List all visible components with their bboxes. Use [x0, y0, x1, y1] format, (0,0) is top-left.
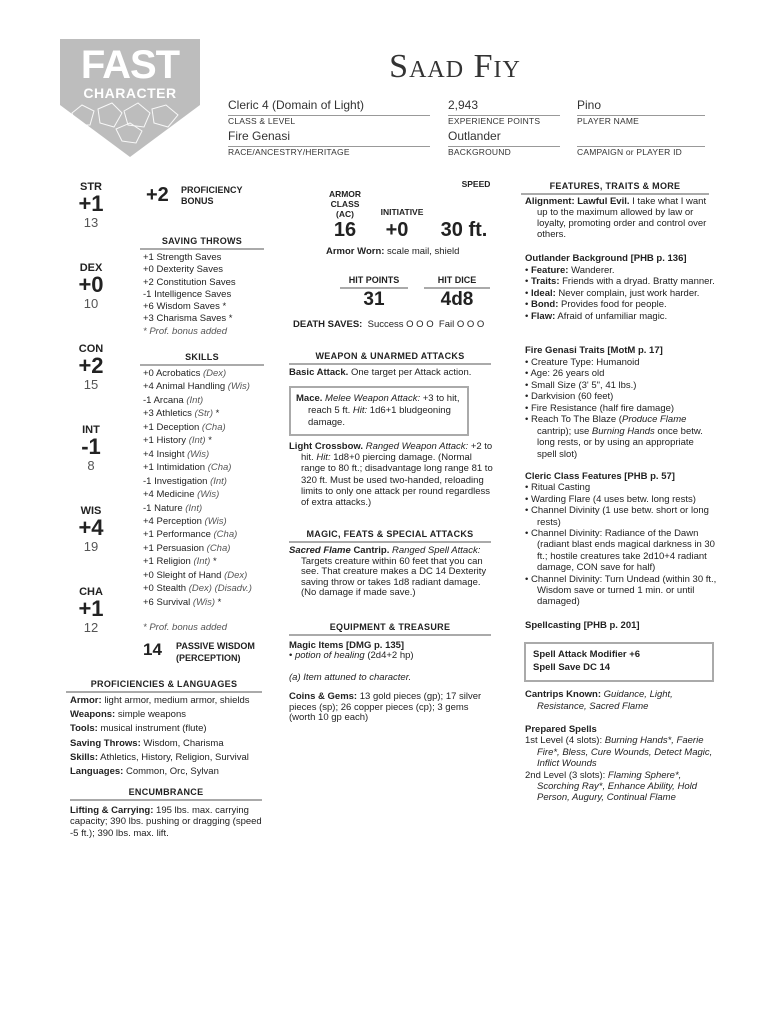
bg-item-key: Feature: — [530, 264, 569, 276]
skill-star: * — [212, 556, 217, 568]
ability-score: 13 — [83, 215, 99, 230]
save-item: +1 Strength Saves — [143, 252, 222, 263]
skill-name: Survival — [156, 596, 191, 608]
skill-ability: (Dex) — [202, 368, 227, 379]
hit-dice-label: HIT DICE — [437, 275, 477, 285]
class-item-text: Ritual Casting — [530, 482, 591, 494]
skill-mod: +0 — [143, 583, 154, 595]
logo-fast: FAST — [80, 43, 180, 87]
proficiency-row — [70, 737, 250, 751]
skill-star: * — [215, 408, 220, 420]
save-item: +2 Constitution Saves — [143, 276, 236, 288]
crossbow-attack — [289, 441, 493, 508]
armor-worn-key: Armor Worn: — [326, 246, 385, 257]
skill-name: History — [156, 435, 187, 447]
encumbrance-key: Lifting & Carrying: — [70, 805, 154, 816]
crossbow-damage: 1d8+0 piercing damage. (Normal range to 80 ft.; disadvantage long range 81 to 320 ft. Must be used two-handed, reloading limits to only one attack per round regardless of extra attacks.) — [301, 452, 493, 509]
skill-name: Religion — [156, 556, 191, 568]
background-value: Outlander — [448, 129, 501, 143]
skill-ability: (Wis) — [197, 489, 220, 501]
skill-mod: -1 — [143, 475, 152, 487]
skill-ability: (Str) — [194, 408, 213, 420]
proficiency-value: light armor, medium armor, shields — [104, 695, 250, 706]
skill-name: Stealth — [156, 583, 187, 595]
skill-mod: +4 — [143, 515, 154, 527]
class-features — [525, 471, 717, 608]
encumbrance-value: 195 lbs. max. carrying capacity; 390 lbs. pushing or dragging (speed -5 ft.); 390 lbs. max. lift. — [70, 805, 262, 839]
skill-mod: +1 — [143, 542, 154, 554]
race-item-text: Age: 26 years old — [530, 368, 605, 379]
bg-item-value: Friends with a dryad. Bratty manner. — [562, 276, 715, 287]
class-item: • Warding Flare (4 uses betw. long rests) — [525, 493, 696, 505]
skill-ability: (Wis) — [187, 448, 210, 460]
xp-value: 2,943 — [448, 98, 479, 112]
passive-label-line2: (PERCEPTION) — [176, 652, 241, 663]
bg-item-key: Traits: — [530, 276, 560, 287]
skill-name: Persuasion — [156, 542, 205, 554]
ability-mod: +0 — [78, 272, 104, 297]
proficiency-key: Skills: — [70, 751, 98, 763]
ability-mod: +1 — [78, 596, 104, 621]
bg-item: • Feature: Wanderer. — [525, 264, 615, 276]
skill-row — [143, 421, 252, 434]
speed-value: 30 ft. — [440, 219, 488, 241]
ability-name: STR — [80, 181, 102, 193]
skill-ability: (Wis) — [227, 381, 250, 393]
initiative-value: +0 — [385, 219, 409, 241]
ability-str — [66, 181, 116, 230]
skill-ability: (Cha) — [206, 542, 231, 554]
proficiency-value: simple weapons — [117, 709, 186, 721]
skill-name: Investigation — [154, 475, 208, 487]
skill-mod: +1 — [143, 421, 154, 433]
bg-item-key: Flaw: — [530, 310, 556, 322]
skill-ability: (Cha) — [201, 421, 226, 433]
class-level-value: Cleric 4 (Domain of Light) — [228, 98, 365, 112]
skill-name: Nature — [154, 502, 183, 514]
bg-item: • Flaw: Afraid of unfamiliar magic. — [525, 310, 668, 322]
save-item: +0 Dexterity Saves — [143, 264, 223, 276]
player-value: Pino — [577, 98, 602, 112]
features-title: FEATURES, TRAITS & MORE — [521, 181, 709, 195]
bg-item: • Ideal: Never complain, just work harder. — [525, 287, 700, 299]
magic-items-title: Magic Items [DMG p. 135] — [289, 640, 405, 651]
proficiency-key: Weapons: — [70, 709, 116, 721]
bg-item-value: Never complain, just work harder. — [558, 287, 700, 299]
armor-class-label: ARMOR CLASS (AC) — [328, 189, 362, 219]
death-success-circles[interactable]: O O O — [406, 319, 434, 330]
skill-name: Arcana — [153, 394, 184, 406]
skill-mod: +1 — [143, 556, 154, 568]
skill-ability: (Wis) — [204, 515, 227, 527]
ability-con — [66, 343, 116, 392]
spell-save-dc: Spell Save DC 14 — [533, 662, 611, 673]
race-item: • Age: 26 years old — [525, 368, 605, 379]
hit-dice-value: 4d8 — [440, 289, 474, 310]
mace-name: Mace. — [296, 393, 323, 404]
prepared-spells-title: Prepared Spells — [525, 724, 597, 735]
reach-text-a: Reach To The Blaze ( — [530, 414, 622, 425]
ability-score: 15 — [83, 377, 99, 392]
background-label: BACKGROUND — [448, 147, 511, 157]
skill-name: Athletics — [155, 408, 192, 420]
save-item: +3 Charisma Saves * — [143, 313, 233, 325]
encumbrance-title: ENCUMBRANCE — [70, 787, 262, 801]
speed-label: SPEED — [461, 179, 491, 189]
race-item: • Small Size (3' 5", 41 lbs.) — [525, 379, 637, 391]
basic-attack-value: One target per Attack action. — [350, 367, 472, 378]
skill-ability: (Dex) (Disadv.) — [188, 583, 252, 595]
cantrips-value: Guidance, Light, Resistance, Sacred Flame — [537, 689, 673, 712]
proficiency-bonus-value: +2 — [146, 184, 169, 206]
skill-star: * — [208, 435, 212, 447]
proficiency-value: musical instrument (flute) — [100, 723, 207, 735]
race-item-text: Creature Type: Humanoid — [530, 356, 640, 368]
skill-row — [143, 488, 252, 501]
skill-name: Intimidation — [156, 462, 206, 474]
skill-mod: +1 — [143, 529, 154, 541]
skill-name: Perception — [156, 515, 202, 527]
skill-mod: -1 — [143, 394, 152, 406]
class-features-title: Cleric Class Features [PHB p. 57] — [525, 471, 675, 482]
skill-mod: +1 — [143, 435, 154, 447]
race-item-text: Small Size (3' 5", 41 lbs.) — [530, 379, 637, 391]
skill-row — [143, 367, 252, 380]
reach-text-d: Burning Hands — [591, 425, 655, 437]
saving-throws-list — [143, 252, 236, 338]
skill-mod: +3 — [143, 408, 154, 420]
attacks-title: WEAPON & UNARMED ATTACKS — [289, 351, 491, 365]
proficiency-key: Saving Throws: — [70, 737, 141, 749]
ability-dex — [66, 262, 116, 311]
skill-row — [143, 528, 252, 541]
skill-row — [143, 502, 252, 515]
proficiency-value: Common, Orc, Sylvan — [125, 766, 219, 778]
skill-row — [143, 434, 252, 447]
proficiency-row — [70, 751, 250, 765]
prepared-spells — [525, 724, 715, 804]
proficiency-row — [70, 708, 250, 722]
skill-name: Performance — [156, 529, 211, 541]
skill-ability: (Dex) — [224, 569, 248, 581]
skill-ability: (Int) — [188, 435, 206, 447]
skill-mod: +6 — [143, 596, 154, 608]
class-item-text: Channel Divinity: Radiance of the Dawn (radiant blast ends magical darkness in 30 ft.; hostile creatures take 2d10+4 radiant damage, CON save for half) — [530, 528, 715, 574]
ability-mod: -1 — [81, 434, 101, 459]
equipment-title: EQUIPMENT & TREASURE — [289, 622, 491, 636]
magic-items-list: • potion of healing (2d4+2 hp) — [289, 650, 414, 661]
ability-wis — [66, 505, 116, 554]
save-note: * Prof. bonus added — [143, 325, 227, 337]
basic-attack — [289, 367, 471, 378]
attuned-note: (a) Item attuned to character. — [289, 672, 412, 683]
ability-name: INT — [82, 424, 100, 436]
crossbow-type: Ranged Weapon Attack: — [365, 441, 469, 452]
skill-ability: (Cha) — [213, 529, 238, 541]
skills-note: * Prof. bonus added — [143, 622, 227, 633]
proficiency-row — [70, 694, 250, 708]
skill-ability: (Int) — [193, 556, 211, 568]
skill-ability: (Int) — [186, 394, 204, 406]
proficiency-value: Wisdom, Charisma — [143, 737, 224, 749]
mace-attack — [296, 393, 466, 429]
spellcasting-title: Spellcasting [PHB p. 201] — [525, 620, 640, 631]
proficiency-bonus-label — [181, 185, 243, 207]
hit-points-label: HIT POINTS — [348, 275, 400, 285]
spell-level-2 — [525, 770, 715, 804]
skill-ability: (Int) — [210, 475, 227, 487]
race-item-text: Fire Resistance (half fire damage) — [530, 402, 675, 414]
skill-mod: +1 — [143, 462, 154, 474]
class-item-text: Channel Divinity (1 use betw. short or long rests) — [530, 505, 709, 528]
skill-ability: (Wis) — [192, 596, 215, 608]
passive-wisdom-label — [176, 641, 255, 664]
death-saves — [293, 319, 484, 330]
skill-row — [143, 582, 252, 595]
proficiency-value: Athletics, History, Religion, Survival — [100, 751, 249, 763]
initiative-label: INITIATIVE — [380, 207, 424, 217]
sacred-flame-desc: Targets creature within 60 feet that you can see. That creature makes a DC 14 Dexterity saving throw or takes 1d8 radiant damage. (No damage if made save.) — [301, 555, 487, 598]
proficiencies-title: PROFICIENCIES & LANGUAGES — [66, 679, 262, 693]
cantrips-known — [525, 689, 705, 712]
hit-points-value: 31 — [363, 289, 385, 310]
campaign-label: CAMPAIGN or PLAYER ID — [577, 147, 682, 157]
proficiency-label-line1: PROFICIENCY — [181, 185, 243, 195]
skill-row — [143, 542, 252, 555]
skill-row — [143, 569, 252, 582]
skill-row — [143, 515, 252, 528]
ability-mod: +1 — [78, 191, 104, 216]
bg-item-value: Provides food for people. — [561, 299, 667, 310]
skill-row — [143, 475, 252, 488]
ability-score: 12 — [83, 620, 99, 635]
spell-level-1-key: 1st Level (4 slots): — [525, 735, 603, 747]
alignment-key: Alignment: Lawful Evil. — [525, 196, 630, 207]
proficiency-key: Languages: — [70, 766, 124, 778]
ability-score: 8 — [87, 458, 95, 473]
passive-label-line1: PASSIVE WISDOM — [176, 641, 255, 651]
ability-int — [66, 424, 116, 473]
spell-level-1 — [525, 735, 715, 769]
sacred-flame-name: Sacred Flame — [289, 545, 351, 556]
skill-mod: -1 — [143, 502, 152, 514]
magic-item-name: potion of healing — [294, 650, 365, 661]
sacred-flame-kind: Cantrip. — [353, 545, 390, 556]
class-item: • Ritual Casting — [525, 482, 591, 494]
class-item: • Channel Divinity: Radiance of the Dawn (radiant blast ends magical darkness in 30 ft.; hostile creatures take 2d10+4 radiant damage, CON save for half) — [525, 528, 715, 574]
ability-name: CHA — [79, 586, 103, 598]
bg-item: • Traits: Friends with a dryad. Bratty manner. — [525, 276, 715, 287]
fast-character-logo — [60, 39, 200, 157]
proficiency-label-line2: BONUS — [181, 196, 214, 206]
ability-name: CON — [78, 343, 104, 355]
skill-row — [143, 596, 252, 609]
reach-text-b: Produce Flame — [621, 414, 687, 425]
spell-attack-modifier: Spell Attack Modifier +6 — [533, 649, 641, 660]
xp-label: EXPERIENCE POINTS — [448, 116, 541, 126]
bg-item-key: Bond: — [530, 299, 559, 310]
proficiency-key: Armor: — [70, 695, 102, 706]
proficiency-row — [70, 765, 250, 779]
bg-item-value: Afraid of unfamiliar magic. — [557, 310, 668, 322]
skill-name: Sleight of Hand — [156, 569, 222, 581]
skill-row — [143, 461, 252, 474]
alignment-value: I take what I want up to the maximum allowed by law or loyalty, promoting order and control over others. — [537, 196, 707, 240]
mace-damage: 1d6+1 bludgeoning damage. — [308, 405, 451, 428]
basic-attack-key: Basic Attack. — [289, 367, 349, 378]
skill-mod: +0 — [143, 368, 154, 379]
background-features-title: Outlander Background [PHB p. 136] — [525, 253, 687, 264]
race-item: • Reach To The Blaze (Produce Flame cantrip); use Burning Hands once betw. long rests, or by using an appropriate spell slot) — [525, 414, 703, 460]
class-level-label: CLASS & LEVEL — [228, 116, 296, 126]
armor-worn-value: scale mail, shield — [387, 246, 460, 257]
bg-item-key: Ideal: — [530, 287, 556, 299]
sacred-flame-type: Ranged Spell Attack: — [391, 545, 481, 556]
race-value: Fire Genasi — [228, 129, 291, 143]
skill-row — [143, 394, 252, 407]
class-item-text: Warding Flare (4 uses betw. long rests) — [530, 493, 696, 505]
coins-gems — [289, 692, 495, 724]
skill-star: * — [217, 596, 222, 608]
ability-name: DEX — [79, 262, 103, 274]
death-success-label: Success — [367, 319, 404, 330]
background-features — [525, 253, 715, 322]
ability-score: 10 — [83, 296, 99, 311]
skill-row — [143, 407, 252, 420]
coins-value: 13 gold pieces (gp); 17 silver pieces (sp); 26 copper pieces (cp); 3 gems (worth 10 gp each) — [289, 691, 482, 723]
encumbrance-text — [70, 805, 265, 839]
skill-name: Insight — [156, 448, 185, 460]
skill-row — [143, 448, 252, 461]
race-item: • Darkvision (60 feet) — [525, 391, 614, 402]
crossbow-name: Light Crossbow. — [289, 441, 364, 452]
spell-level-2-key: 2nd Level (3 slots): — [525, 769, 606, 781]
save-item: +6 Wisdom Saves * — [143, 301, 227, 313]
skill-mod: +4 — [143, 381, 154, 393]
skill-mod: +0 — [143, 569, 154, 581]
armor-worn — [326, 246, 459, 257]
crossbow-hit-label: Hit: — [316, 452, 331, 464]
alignment — [525, 196, 713, 240]
class-item-text: Channel Divinity: Turn Undead (within 30 ft., Wisdom save or turned 1 min. or until damaged) — [530, 573, 717, 608]
skills-title: SKILLS — [140, 352, 264, 366]
crossbow-tohit: +2 to hit. — [301, 441, 493, 464]
skill-row — [143, 380, 252, 393]
armor-class-value: 16 — [333, 219, 357, 241]
reach-text-c: cantrip); use — [537, 425, 590, 437]
sacred-flame — [289, 546, 493, 599]
skill-row — [143, 555, 252, 568]
proficiency-key: Tools: — [70, 723, 98, 735]
mace-type: Melee Weapon Attack: — [325, 393, 421, 404]
skill-name: Deception — [156, 421, 200, 433]
proficiency-row — [70, 722, 250, 736]
skill-mod: +4 — [143, 448, 154, 460]
class-item: • Channel Divinity (1 use betw. short or long rests) — [525, 505, 709, 528]
ability-name: WIS — [80, 505, 102, 517]
death-saves-label: DEATH SAVES: — [293, 319, 363, 330]
saving-throws-title: SAVING THROWS — [140, 236, 264, 250]
skill-name: Acrobatics — [155, 368, 201, 379]
skill-ability: (Int) — [185, 502, 203, 514]
bg-item-value: Wanderer. — [571, 264, 615, 276]
ability-mod: +2 — [78, 353, 104, 378]
ability-score: 19 — [83, 539, 99, 554]
skill-name: Medicine — [156, 489, 195, 501]
ability-mod: +4 — [78, 515, 104, 540]
death-fail-circles[interactable]: O O O — [456, 319, 485, 330]
bg-item: • Bond: Provides food for people. — [525, 299, 667, 310]
ability-cha — [66, 586, 116, 635]
magic-title: MAGIC, FEATS & SPECIAL ATTACKS — [289, 529, 491, 543]
class-item: • Channel Divinity: Turn Undead (within 30 ft., Wisdom save or turned 1 min. or until damaged) — [525, 573, 717, 608]
proficiencies-list — [70, 694, 250, 779]
logo-character: CHARACTER — [83, 85, 177, 101]
death-fail-label: Fail — [438, 319, 455, 330]
skill-mod: +4 — [143, 489, 154, 501]
race-features — [525, 345, 715, 460]
race-item: • Creature Type: Humanoid — [525, 356, 640, 368]
spell-level-1-value: Burning Hands*, Faerie Fire*, Bless, Cure Wounds, Detect Magic, Inflict Wounds — [537, 735, 713, 770]
reach-text-e: once betw. long rests, or by using an appropriate spell slot) — [537, 425, 703, 460]
save-item: -1 Intelligence Saves — [143, 288, 232, 300]
skills-list — [143, 367, 252, 609]
skill-name: Animal Handling — [155, 381, 226, 393]
player-label: PLAYER NAME — [577, 116, 640, 126]
mace-tohit: +3 to hit, reach 5 ft. — [308, 393, 460, 416]
magic-item-detail: (2d4+2 hp) — [367, 650, 414, 661]
mace-hit-label: Hit: — [352, 405, 368, 416]
race-features-title: Fire Genasi Traits [MotM p. 17] — [525, 345, 663, 356]
race-label: RACE/ANCESTRY/HERITAGE — [228, 147, 350, 157]
passive-wisdom-value: 14 — [143, 640, 162, 659]
spell-level-2-value: Flaming Sphere*, Scorching Ray*, Enhance Ability, Hold Person, Augury, Continual Flame — [537, 769, 697, 804]
race-item: • Fire Resistance (half fire damage) — [525, 402, 675, 414]
coins-key: Coins & Gems: — [289, 691, 358, 702]
cantrips-key: Cantrips Known: — [525, 689, 601, 700]
character-name: Saad Fiy — [389, 48, 521, 85]
race-item-text: Darkvision (60 feet) — [530, 391, 614, 402]
skill-ability: (Cha) — [207, 462, 232, 474]
